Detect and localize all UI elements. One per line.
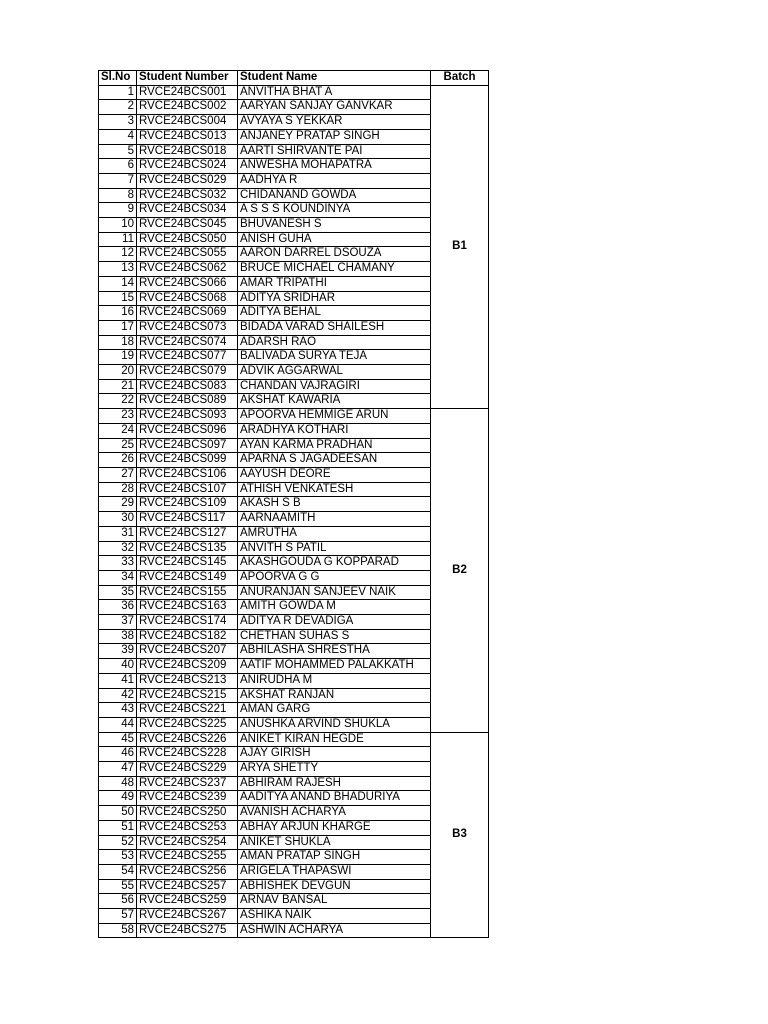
table-row [99, 188, 489, 203]
table-row [99, 659, 489, 674]
student-name-cell: AKASHGOUDA G KOPPARAD [238, 556, 431, 571]
sl-no-cell: 38 [99, 629, 137, 644]
sl-no-cell: 50 [99, 806, 137, 821]
sl-no-cell: 36 [99, 600, 137, 615]
sl-no-cell: 16 [99, 306, 137, 321]
table-row [99, 688, 489, 703]
student-number-cell: RVCE24BCS066 [137, 276, 238, 291]
student-number-cell: RVCE24BCS257 [137, 879, 238, 894]
student-number-cell: RVCE24BCS226 [137, 732, 238, 747]
student-number-cell: RVCE24BCS001 [137, 85, 238, 100]
table-row [99, 247, 489, 262]
sl-no-cell: 14 [99, 276, 137, 291]
student-number-cell: RVCE24BCS032 [137, 188, 238, 203]
student-number-cell: RVCE24BCS149 [137, 570, 238, 585]
table-row [99, 291, 489, 306]
student-name-cell: CHIDANAND GOWDA [238, 188, 431, 203]
sl-no-cell: 29 [99, 497, 137, 512]
sl-no-cell: 15 [99, 291, 137, 306]
student-number-cell: RVCE24BCS077 [137, 350, 238, 365]
sl-no-cell: 11 [99, 232, 137, 247]
student-number-cell: RVCE24BCS109 [137, 497, 238, 512]
batch-cell: B2 [431, 409, 489, 732]
student-name-cell: AMAN GARG [238, 703, 431, 718]
student-number-cell: RVCE24BCS089 [137, 394, 238, 409]
table-row [99, 541, 489, 556]
student-number-cell: RVCE24BCS055 [137, 247, 238, 262]
student-name-header: Student Name [238, 71, 431, 86]
student-number-cell: RVCE24BCS127 [137, 526, 238, 541]
sl-no-cell: 27 [99, 467, 137, 482]
sl-no-cell: 55 [99, 879, 137, 894]
table-row [99, 482, 489, 497]
table-row [99, 629, 489, 644]
sl-no-cell: 25 [99, 438, 137, 453]
student-name-cell: ADITYA R DEVADIGA [238, 615, 431, 630]
student-number-cell: RVCE24BCS259 [137, 894, 238, 909]
student-name-cell: AARON DARREL DSOUZA [238, 247, 431, 262]
table-row [99, 615, 489, 630]
student-number-cell: RVCE24BCS029 [137, 173, 238, 188]
student-name-cell: AMITH GOWDA M [238, 600, 431, 615]
student-number-cell: RVCE24BCS215 [137, 688, 238, 703]
student-name-cell: ASHWIN ACHARYA [238, 923, 431, 938]
student-name-cell: AJAY GIRISH [238, 747, 431, 762]
student-name-cell: ARYA SHETTY [238, 762, 431, 777]
table-row [99, 276, 489, 291]
sl-no-cell: 31 [99, 526, 137, 541]
student-number-cell: RVCE24BCS018 [137, 144, 238, 159]
sl-no-cell: 56 [99, 894, 137, 909]
student-name-cell: ANWESHA MOHAPATRA [238, 159, 431, 174]
sl-no-cell: 17 [99, 320, 137, 335]
sl-no-cell: 6 [99, 159, 137, 174]
sl-no-cell: 47 [99, 762, 137, 777]
student-name-cell: ABHILASHA SHRESTHA [238, 644, 431, 659]
student-number-cell: RVCE24BCS099 [137, 453, 238, 468]
student-name-cell: AKSHAT KAWARIA [238, 394, 431, 409]
student-name-cell: BALIVADA SURYA TEJA [238, 350, 431, 365]
student-name-cell: AKSHAT RANJAN [238, 688, 431, 703]
student-number-cell: RVCE24BCS068 [137, 291, 238, 306]
student-name-cell: ANJANEY PRATAP SINGH [238, 129, 431, 144]
student-name-cell: ASHIKA NAIK [238, 909, 431, 924]
student-number-cell: RVCE24BCS174 [137, 615, 238, 630]
student-number-cell: RVCE24BCS045 [137, 218, 238, 233]
table-row [99, 85, 489, 100]
student-number-cell: RVCE24BCS024 [137, 159, 238, 174]
student-name-cell: AARNAAMITH [238, 512, 431, 527]
table-row [99, 526, 489, 541]
student-number-cell: RVCE24BCS209 [137, 659, 238, 674]
sl-no-cell: 45 [99, 732, 137, 747]
student-number-cell: RVCE24BCS250 [137, 806, 238, 821]
table-row [99, 129, 489, 144]
sl-no-cell: 37 [99, 615, 137, 630]
student-name-cell: CHETHAN SUHAS S [238, 629, 431, 644]
sl-no-cell: 54 [99, 864, 137, 879]
student-name-cell: AADHYA R [238, 173, 431, 188]
sl-no-cell: 58 [99, 923, 137, 938]
table-row [99, 467, 489, 482]
student-name-cell: ANIKET KIRAN HEGDE [238, 732, 431, 747]
sl-no-cell: 3 [99, 115, 137, 130]
sl-no-cell: 18 [99, 335, 137, 350]
sl-no-cell: 35 [99, 585, 137, 600]
student-name-cell: ABHIRAM RAJESH [238, 776, 431, 791]
student-name-cell: ARADHYA KOTHARI [238, 423, 431, 438]
sl-no-cell: 8 [99, 188, 137, 203]
student-name-cell: BHUVANESH S [238, 218, 431, 233]
student-number-cell: RVCE24BCS267 [137, 909, 238, 924]
sl-no-cell: 32 [99, 541, 137, 556]
student-number-cell: RVCE24BCS163 [137, 600, 238, 615]
student-number-cell: RVCE24BCS117 [137, 512, 238, 527]
table-row [99, 673, 489, 688]
table-row [99, 173, 489, 188]
student-name-cell: ADARSH RAO [238, 335, 431, 350]
student-number-cell: RVCE24BCS254 [137, 835, 238, 850]
student-name-cell: ADITYA BEHAL [238, 306, 431, 321]
table-row [99, 350, 489, 365]
sl-no-cell: 5 [99, 144, 137, 159]
table-row [99, 570, 489, 585]
student-name-cell: AVYAYA S YEKKAR [238, 115, 431, 130]
student-name-cell: ANIRUDHA M [238, 673, 431, 688]
sl-no-cell: 23 [99, 409, 137, 424]
student-name-cell: APOORVA G G [238, 570, 431, 585]
sl-no-cell: 46 [99, 747, 137, 762]
student-name-cell: AMAN PRATAP SINGH [238, 850, 431, 865]
sl-no-cell: 42 [99, 688, 137, 703]
sl-no-cell: 53 [99, 850, 137, 865]
sl-no-cell: 52 [99, 835, 137, 850]
table-row [99, 850, 489, 865]
student-number-cell: RVCE24BCS213 [137, 673, 238, 688]
sl-no-cell: 51 [99, 820, 137, 835]
table-row [99, 732, 489, 747]
table-row [99, 379, 489, 394]
student-number-cell: RVCE24BCS073 [137, 320, 238, 335]
sl-no-cell: 2 [99, 100, 137, 115]
table-row [99, 879, 489, 894]
student-name-cell: AATIF MOHAMMED PALAKKATH [238, 659, 431, 674]
batch-header: Batch [431, 71, 489, 86]
student-name-cell: ANVITHA BHAT A [238, 85, 431, 100]
student-number-cell: RVCE24BCS074 [137, 335, 238, 350]
student-name-cell: AYAN KARMA PRADHAN [238, 438, 431, 453]
student-number-cell: RVCE24BCS228 [137, 747, 238, 762]
table-row [99, 394, 489, 409]
table-row [99, 644, 489, 659]
student-name-cell: AADITYA ANAND BHADURIYA [238, 791, 431, 806]
sl-no-cell: 24 [99, 423, 137, 438]
table-row [99, 600, 489, 615]
table-row [99, 923, 489, 938]
sl-no-header: Sl.No [99, 71, 137, 86]
table-row [99, 556, 489, 571]
student-name-cell: ABHISHEK DEVGUN [238, 879, 431, 894]
sl-no-cell: 26 [99, 453, 137, 468]
student-number-cell: RVCE24BCS034 [137, 203, 238, 218]
sl-no-cell: 43 [99, 703, 137, 718]
table-row [99, 717, 489, 732]
table-row [99, 409, 489, 424]
sl-no-cell: 22 [99, 394, 137, 409]
student-number-header: Student Number [137, 71, 238, 86]
student-number-cell: RVCE24BCS050 [137, 232, 238, 247]
student-number-cell: RVCE24BCS096 [137, 423, 238, 438]
sl-no-cell: 13 [99, 262, 137, 277]
sl-no-cell: 49 [99, 791, 137, 806]
table-row [99, 144, 489, 159]
sl-no-cell: 48 [99, 776, 137, 791]
student-name-cell: ADITYA SRIDHAR [238, 291, 431, 306]
student-number-cell: RVCE24BCS013 [137, 129, 238, 144]
student-name-cell: ARNAV BANSAL [238, 894, 431, 909]
table-row [99, 306, 489, 321]
student-name-cell: ANVITH S PATIL [238, 541, 431, 556]
student-number-cell: RVCE24BCS255 [137, 850, 238, 865]
table-row [99, 320, 489, 335]
table-row [99, 159, 489, 174]
sl-no-cell: 34 [99, 570, 137, 585]
student-number-cell: RVCE24BCS106 [137, 467, 238, 482]
student-number-cell: RVCE24BCS069 [137, 306, 238, 321]
student-number-cell: RVCE24BCS135 [137, 541, 238, 556]
table-row [99, 232, 489, 247]
student-number-cell: RVCE24BCS145 [137, 556, 238, 571]
student-name-cell: BIDADA VARAD SHAILESH [238, 320, 431, 335]
student-name-cell: AAYUSH DEORE [238, 467, 431, 482]
student-name-cell: AMRUTHA [238, 526, 431, 541]
student-name-cell: ANISH GUHA [238, 232, 431, 247]
student-name-cell: AMAR TRIPATHI [238, 276, 431, 291]
sl-no-cell: 40 [99, 659, 137, 674]
student-name-cell: ARIGELA THAPASWI [238, 864, 431, 879]
student-name-cell: AARYAN SANJAY GANVKAR [238, 100, 431, 115]
table-row [99, 203, 489, 218]
student-batch-table [98, 70, 489, 938]
table-row [99, 438, 489, 453]
table-row [99, 365, 489, 380]
student-name-cell: BRUCE MICHAEL CHAMANY [238, 262, 431, 277]
table-row [99, 100, 489, 115]
batch-cell: B3 [431, 732, 489, 938]
student-number-cell: RVCE24BCS221 [137, 703, 238, 718]
sl-no-cell: 33 [99, 556, 137, 571]
sl-no-cell: 12 [99, 247, 137, 262]
student-name-cell: ANIKET SHUKLA [238, 835, 431, 850]
sl-no-cell: 10 [99, 218, 137, 233]
student-number-cell: RVCE24BCS229 [137, 762, 238, 777]
table-row [99, 894, 489, 909]
student-name-cell: CHANDAN VAJRAGIRI [238, 379, 431, 394]
sl-no-cell: 30 [99, 512, 137, 527]
sl-no-cell: 7 [99, 173, 137, 188]
sl-no-cell: 57 [99, 909, 137, 924]
table-row [99, 776, 489, 791]
table-row [99, 747, 489, 762]
student-number-cell: RVCE24BCS107 [137, 482, 238, 497]
student-number-cell: RVCE24BCS207 [137, 644, 238, 659]
student-number-cell: RVCE24BCS097 [137, 438, 238, 453]
student-name-cell: ANUSHKA ARVIND SHUKLA [238, 717, 431, 732]
sl-no-cell: 20 [99, 365, 137, 380]
sl-no-cell: 1 [99, 85, 137, 100]
table-row [99, 791, 489, 806]
header-row [99, 71, 489, 86]
sl-no-cell: 4 [99, 129, 137, 144]
table-row [99, 453, 489, 468]
table-row [99, 909, 489, 924]
table-row [99, 423, 489, 438]
table-row [99, 703, 489, 718]
student-name-cell: APARNA S JAGADEESAN [238, 453, 431, 468]
student-name-cell: ABHAY ARJUN KHARGE [238, 820, 431, 835]
table-row [99, 218, 489, 233]
table-row [99, 762, 489, 777]
table-row [99, 864, 489, 879]
student-number-cell: RVCE24BCS004 [137, 115, 238, 130]
student-name-cell: ATHISH VENKATESH [238, 482, 431, 497]
student-number-cell: RVCE24BCS062 [137, 262, 238, 277]
student-name-cell: AARTI SHIRVANTE PAI [238, 144, 431, 159]
table-row [99, 512, 489, 527]
student-name-cell: AKASH S B [238, 497, 431, 512]
student-number-cell: RVCE24BCS155 [137, 585, 238, 600]
table-row [99, 820, 489, 835]
table-row [99, 585, 489, 600]
student-number-cell: RVCE24BCS225 [137, 717, 238, 732]
student-name-cell: APOORVA HEMMIGE ARUN [238, 409, 431, 424]
student-number-cell: RVCE24BCS093 [137, 409, 238, 424]
sl-no-cell: 21 [99, 379, 137, 394]
sl-no-cell: 9 [99, 203, 137, 218]
student-number-cell: RVCE24BCS002 [137, 100, 238, 115]
sl-no-cell: 41 [99, 673, 137, 688]
table-row [99, 835, 489, 850]
table-row [99, 497, 489, 512]
student-number-cell: RVCE24BCS182 [137, 629, 238, 644]
table-row [99, 335, 489, 350]
table-row [99, 115, 489, 130]
student-number-cell: RVCE24BCS239 [137, 791, 238, 806]
table-row [99, 806, 489, 821]
sl-no-cell: 39 [99, 644, 137, 659]
sl-no-cell: 44 [99, 717, 137, 732]
student-name-cell: ANURANJAN SANJEEV NAIK [238, 585, 431, 600]
student-name-cell: A S S S KOUNDINYA [238, 203, 431, 218]
student-number-cell: RVCE24BCS256 [137, 864, 238, 879]
table-row [99, 262, 489, 277]
student-number-cell: RVCE24BCS083 [137, 379, 238, 394]
student-name-cell: AVANISH ACHARYA [238, 806, 431, 821]
batch-cell: B1 [431, 85, 489, 408]
student-number-cell: RVCE24BCS079 [137, 365, 238, 380]
student-number-cell: RVCE24BCS275 [137, 923, 238, 938]
student-number-cell: RVCE24BCS253 [137, 820, 238, 835]
sl-no-cell: 19 [99, 350, 137, 365]
sl-no-cell: 28 [99, 482, 137, 497]
student-name-cell: ADVIK AGGARWAL [238, 365, 431, 380]
student-number-cell: RVCE24BCS237 [137, 776, 238, 791]
